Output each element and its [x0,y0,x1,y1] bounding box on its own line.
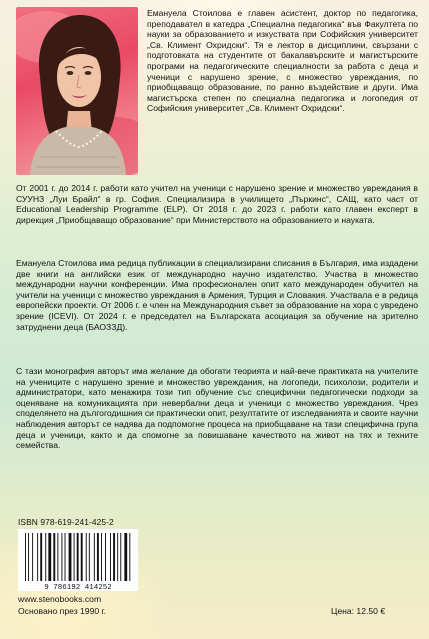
barcode-bar [74,533,75,581]
barcode-bar [101,533,102,581]
barcode-bar [48,533,51,581]
publisher-founded: Основано през 1990 г. [18,606,106,616]
barcode-bar [89,533,90,581]
barcode-bar [65,533,66,581]
monograph-description: С тази монография авторът има желание да обогати теорията и най-вече практиката на учителите на учениците с нарушено зрение и множество увреждания, на логопеди, психолози, родители и администратори, като менажира този тип обучение със специфични педагогически подходи за оценяване на комуникацията при невербални деца и ученици с множество увреждания. Чрез споделянето на дългогодишния си практически опит, резултатите от изследванията и своите научни наблюдения авторът се надява да подпомогне процеса на приобщаване на тази специфична група деца и ученици, както и да спомогне за повишаване качеството на живот на тях и техните семейства. [16,366,418,451]
barcode-bar [117,533,118,581]
barcode-digits: 9 786192 414252 [44,584,112,591]
price-label: Цена: 12.50 € [331,606,386,616]
barcode-bar [28,533,29,581]
career-paragraph: От 2001 г. до 2014 г. работи като учител на ученици с нарушено зрение и множество увреждания в СУУНЗ „Луи Брайл“ в гр. София. Специализира в училището „Пъркинс“, САЩ, като част от Educational Leadership Programme (ELP). От 2018 г. до 2023 г. работи като главен експерт в дирекция „Приобщаващо образование“ при Министерството на образованието и науката. [16,183,418,225]
barcode-bar [53,533,55,581]
barcode-bar [45,533,46,581]
barcode-bar [40,533,42,581]
barcode-bar [94,533,95,581]
barcode-bar [25,533,26,581]
barcode-bar [105,533,106,581]
barcode-bar [81,533,83,581]
publisher-website: www.stenobooks.com [18,594,102,604]
barcode-bar [69,533,72,581]
publications-paragraph: Емануела Стоилова има редица публикации в специализирани списания в България, има издадени две книги на английски език от международно научно издателство. Участва в множество международни научни конференции. Има професионален опит като международен обучител на учители на ученици с множество увреждания в Армения, Турция и Словакия. Участвала е в редица европейски проекти. От 2006 г. е член на Международния съвет за образование на хора с увредено зрение (ICEVI). От 2024 г. е председател на Българската асоциация за обучение на зрително затруднени деца (БАОЗЗД). [16,258,418,332]
isbn-label: ISBN 978-619-241-425-2 [18,517,114,527]
barcode-bar [129,533,130,581]
barcode-bar [120,533,121,581]
barcode-bar [32,533,33,581]
barcode-bar [110,533,111,581]
barcode-bar [57,533,58,581]
author-portrait-illustration [16,7,138,175]
barcode-bar [97,533,99,581]
author-bio-intro: Емануела Стоилова е главен асистент, доктор по педагогика, преподавател в катедра „Специална педагогика“ във Факултета по науки за образованието и изкуствата при Софийския университет „Св. Климент Охридски“. Тя е лектор в дисциплини, свързани с подготовката на студентите от бакалавърските и магистърските програми на педагогическите специалности за работа с деца и ученици с нарушено зрение, с множество увреждания, по приобщаващо образование, по ранно въздействие и други. Има магистърска степен по специална педагогика и логопедия от Софийския университет „Св. Климент Охридски“. [147,8,418,114]
barcode-bar [124,533,127,581]
barcode-bar [113,533,115,581]
isbn-barcode [18,529,138,591]
barcode-bar [77,533,79,581]
author-photo [16,7,138,175]
barcode-bar [86,533,87,581]
barcode-graphic [21,531,135,591]
barcode-bar [37,533,38,581]
barcode-bar [61,533,62,581]
